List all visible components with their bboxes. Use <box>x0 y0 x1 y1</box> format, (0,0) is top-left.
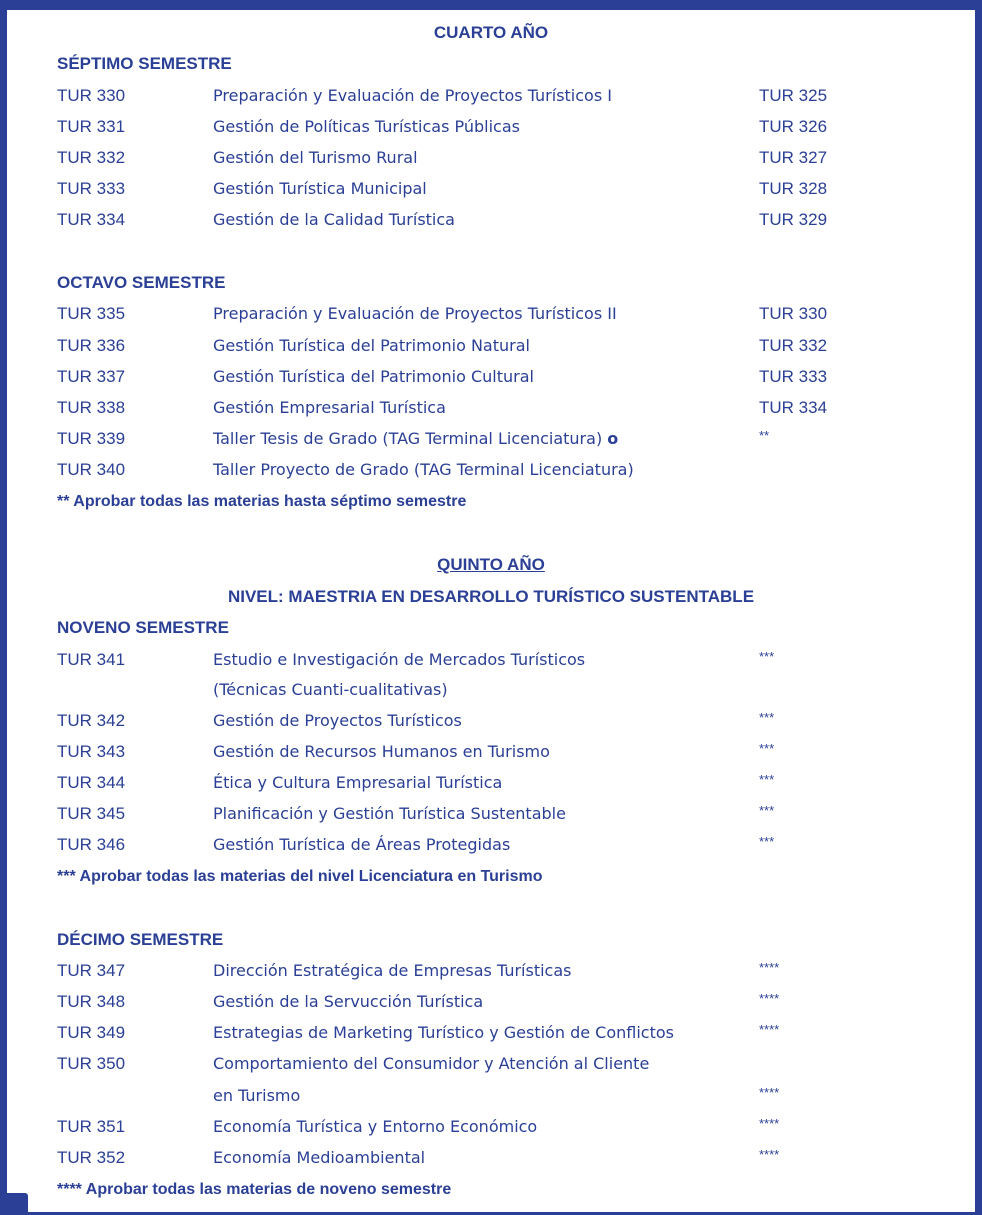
course-code: TUR 349 <box>57 1023 126 1042</box>
course-code: TUR 333 <box>57 179 126 198</box>
course-name: Taller Proyecto de Grado (TAG Terminal Licenciatura) <box>213 460 634 479</box>
course-prereq: *** <box>759 710 775 725</box>
course-code: TUR 340 <box>57 460 126 479</box>
course-prereq: TUR 326 <box>759 117 828 136</box>
course-name: Gestión Turística Municipal <box>213 179 427 198</box>
course-row <box>7 86 975 114</box>
course-name: Economía Medioambiental <box>213 1148 426 1167</box>
semester-title-noveno: NOVENO SEMESTRE <box>57 618 229 637</box>
course-code: TUR 343 <box>57 742 126 761</box>
course-prereq: TUR 329 <box>759 210 828 229</box>
course-prereq: TUR 333 <box>759 367 828 386</box>
course-row <box>7 1117 975 1145</box>
course-prereq: *** <box>759 834 775 849</box>
course-code: TUR 335 <box>57 304 126 323</box>
course-row <box>7 804 975 832</box>
course-row-continued <box>7 680 975 708</box>
course-row <box>7 992 975 1020</box>
course-code: TUR 334 <box>57 210 126 229</box>
course-code: TUR 352 <box>57 1148 126 1167</box>
course-name: Preparación y Evaluación de Proyectos Turísticos II <box>213 304 617 323</box>
course-name: Dirección Estratégica de Empresas Turísticas <box>213 961 572 980</box>
course-code: TUR 348 <box>57 992 126 1011</box>
course-prereq: *** <box>759 803 775 818</box>
course-name: Gestión del Turismo Rural <box>213 148 418 167</box>
course-name-continued: (Técnicas Cuanti-cualitativas) <box>213 680 448 699</box>
course-code: TUR 339 <box>57 429 126 448</box>
course-prereq: **** <box>759 1147 780 1162</box>
course-code: TUR 338 <box>57 398 126 417</box>
course-code: TUR 336 <box>57 336 126 355</box>
course-prereq: **** <box>759 1116 780 1131</box>
course-name: Estudio e Investigación de Mercados Turísticos <box>213 650 586 669</box>
course-code: TUR 330 <box>57 86 126 105</box>
course-code: TUR 347 <box>57 961 126 980</box>
note-noveno: *** Aprobar todas las materias del nivel Licenciatura en Turismo <box>57 868 543 885</box>
course-prereq: **** <box>759 1085 780 1100</box>
course-prereq: TUR 334 <box>759 398 828 417</box>
course-code: TUR 341 <box>57 650 126 669</box>
course-name-suffix: o <box>607 429 619 448</box>
course-prereq: ** <box>759 428 770 443</box>
course-code: TUR 344 <box>57 773 126 792</box>
semester-title-octavo: OCTAVO SEMESTRE <box>57 273 226 292</box>
course-name: Ética y Cultura Empresarial Turística <box>213 773 503 792</box>
course-prereq: *** <box>759 772 775 787</box>
course-name-text: Taller Tesis de Grado (TAG Terminal Licenciatura) <box>213 429 603 448</box>
course-name: Gestión Turística de Áreas Protegidas <box>213 835 511 854</box>
course-name: Gestión Turística del Patrimonio Cultural <box>213 367 534 386</box>
course-name <box>213 429 618 448</box>
year-title-cuarto: CUARTO AÑO <box>433 23 549 42</box>
semester-title-decimo: DÉCIMO SEMESTRE <box>57 930 224 949</box>
note-octavo: ** Aprobar todas las materias hasta séptimo semestre <box>57 493 467 510</box>
course-prereq: TUR 328 <box>759 179 828 198</box>
course-row <box>7 210 975 238</box>
course-prereq: *** <box>759 649 775 664</box>
course-row <box>7 398 975 426</box>
course-row <box>7 304 975 332</box>
course-name: Comportamiento del Consumidor y Atención al Cliente <box>213 1054 650 1073</box>
semester-title-septimo: SÉPTIMO SEMESTRE <box>57 54 232 73</box>
course-prereq: TUR 330 <box>759 304 828 323</box>
course-row <box>7 429 975 457</box>
course-name: Gestión de la Calidad Turística <box>213 210 455 229</box>
course-code: TUR 346 <box>57 835 126 854</box>
course-prereq: TUR 332 <box>759 336 828 355</box>
course-name: Preparación y Evaluación de Proyectos Turísticos I <box>213 86 612 105</box>
course-prereq: *** <box>759 741 775 756</box>
course-name: Estrategias de Marketing Turístico y Gestión de Conflictos <box>213 1023 674 1042</box>
course-code: TUR 332 <box>57 148 126 167</box>
course-row <box>7 711 975 739</box>
note-decimo: **** Aprobar todas las materias de noveno semestre <box>57 1181 452 1198</box>
course-row <box>7 961 975 989</box>
course-code: TUR 331 <box>57 117 126 136</box>
course-name: Gestión de Recursos Humanos en Turismo <box>213 742 550 761</box>
course-row <box>7 179 975 207</box>
course-row <box>7 1023 975 1051</box>
course-code: TUR 337 <box>57 367 126 386</box>
course-row <box>7 650 975 678</box>
course-prereq: **** <box>759 991 780 1006</box>
course-row <box>7 1148 975 1176</box>
course-row <box>7 460 975 488</box>
course-prereq: **** <box>759 960 780 975</box>
course-row <box>7 336 975 364</box>
course-row <box>7 367 975 395</box>
course-row <box>7 742 975 770</box>
course-name: Planificación y Gestión Turística Sustentable <box>213 804 566 823</box>
course-row <box>7 117 975 145</box>
course-prereq: **** <box>759 1022 780 1037</box>
course-prereq: TUR 327 <box>759 148 828 167</box>
course-name: Gestión de Proyectos Turísticos <box>213 711 462 730</box>
course-row <box>7 835 975 863</box>
course-code: TUR 351 <box>57 1117 126 1136</box>
course-name: Gestión Turística del Patrimonio Natural <box>213 336 530 355</box>
course-name-continued: en Turismo <box>213 1086 301 1105</box>
course-row-continued <box>7 1086 975 1114</box>
course-row <box>7 1054 975 1082</box>
course-name: Gestión de Políticas Turísticas Públicas <box>213 117 520 136</box>
course-name: Gestión de la Servucción Turística <box>213 992 484 1011</box>
level-title: NIVEL: MAESTRIA EN DESARROLLO TURÍSTICO SUSTENTABLE <box>227 587 755 606</box>
course-code: TUR 345 <box>57 804 126 823</box>
course-row <box>7 773 975 801</box>
course-code: TUR 350 <box>57 1054 126 1073</box>
year-title-quinto: QUINTO AÑO <box>437 555 545 574</box>
course-name: Gestión Empresarial Turística <box>213 398 446 417</box>
course-name: Economía Turística y Entorno Económico <box>213 1117 538 1136</box>
document-content <box>7 10 975 1212</box>
course-code: TUR 342 <box>57 711 126 730</box>
course-prereq: TUR 325 <box>759 86 828 105</box>
course-row <box>7 148 975 176</box>
